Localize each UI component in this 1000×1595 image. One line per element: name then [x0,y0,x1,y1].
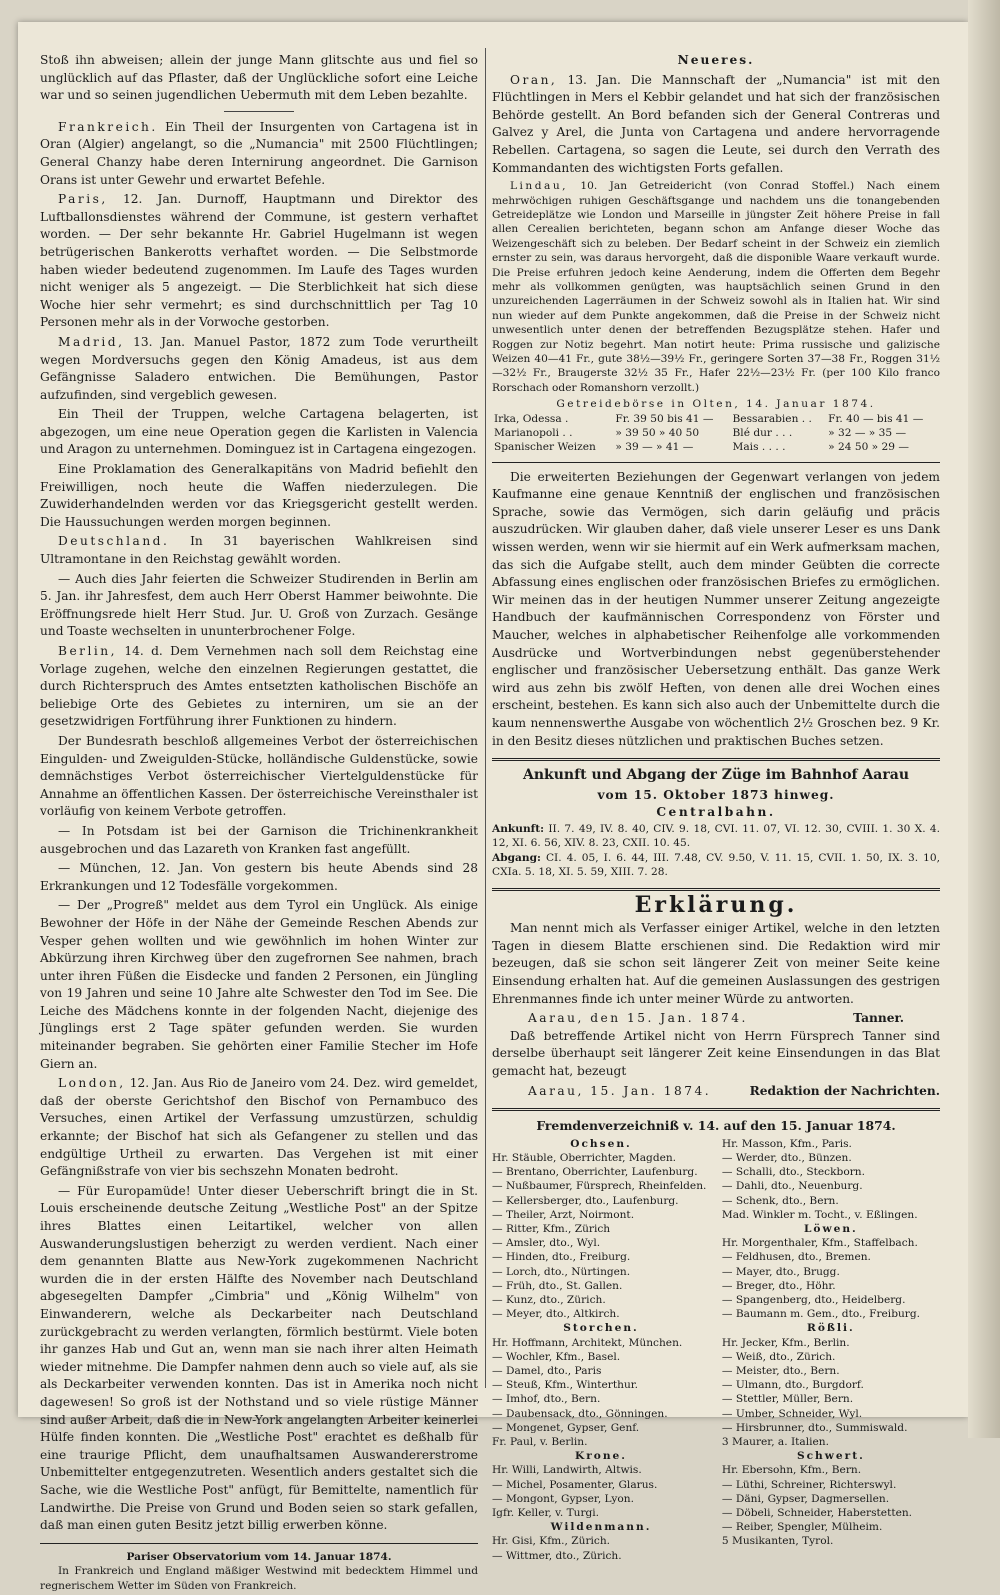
grain-price-cell: » 39 50 » 40 50 [615,426,700,439]
grain-price-cell: Fr. 40 — bis 41 — [828,412,924,425]
hotel-name: Löwen. [803,1222,858,1235]
left-column [40,52,478,1595]
hotel-name: Krone. [575,1450,627,1463]
grain-price-cell: » 24 50 » 29 — [828,440,909,453]
erklaerung-text-2: Daß betreffende Artikel nicht von Herrn Fürsprech Tanner sind derselbe überhaupt seit längerer Zeit keine Einsendungen in das Blat gemacht hat, bezeugt [492,1028,940,1078]
train-schedule-sub: vom 15. Oktober 1873 hinweg. [597,787,835,802]
article-berlin: Berlin, 14. d. Dem Vernehmen nach soll dem Reichstag eine Vorlage zugehen, welche den einzelnen Regierungen gestattet, die durch Richterspruch des Amtes entsetzten katholischen Bischöfe an beliebige Orte des Gebietes zu interniren, um sie an der gesetzwidrigen Fortführung ihrer Funktionen zu hindern. [40,644,478,729]
grain-price-cell: Irka, Odessa . [494,412,569,425]
hotel-name: Ochsen. [570,1137,632,1150]
guest-entry: — Steuß, Kfm., Winterthur. [492,1379,639,1392]
article-frankreich: Frankreich. Ein Theil der Insurgenten von Cartagena ist in Oran (Algier) angelangt, so die „Numancia" mit 2500 Flüchtlingen; General Chanzy habe deren Internirung angeordnet. Die Garnison Orans ist unter Gewehr und erwartet Befehle. [40,119,478,187]
article-handbuch: Die erweiterten Beziehungen der Gegenwart verlangen von jedem Kaufmanne eine genaue Kenntniß der englischen und französischen Sprache, sowie das Vermögen, sich darin geläufig und präcis auszudrücken. Wir glauben daher, daß viele unserer Leser es uns Dank wissen werden, wenn wir sie hiermit auf ein Werk aufmerksam machen, das sich die Aufgabe stellt, auch dem minder Geübten die correcte Abfassung eines englischen oder französischen Briefes zu ermöglichen. Wir meinen das in der heutigen Nummer unserer Zeitung angezeigte Handbuch der kaufmännischen Correspondenz von Förster und Maucher, welches in alphabetischer Reihenfolge alle vorkommenden Ausdrücke und Wortverbindungen nebst gegenüberstehender englischer und französischer Uebersetzung enthält. Das ganze Werk wird aus zehn bis zwölf Heften, von denen alle drei Wochen eines erscheint, bestehen. Es kann sich also auch der Unbemittelte durch die kaum nennenswerthe Ausgabe von wöchentlich 2½ Groschen bez. 9 Kr. in den Besitz dieses nützlichen und praktischen Buches setzen. [492,469,940,748]
grain-price-cell: Spanischer Weizen [494,440,596,453]
train-schedule-line: Centralbahn. [656,805,776,820]
guest-entry: Fr. Paul, v. Berlin. [492,1435,588,1448]
guest-entry: — Spangenberg, dto., Heidelberg. [721,1293,906,1306]
erklaerung-text: Man nennt mich als Verfasser einiger Artikel, welche in den letzten Tagen in diesem Blatte erschienen sind. Die Redaktion wird mir bezeugen, daß sie schon seit längerer Zeit von meiner Seite keine Einsendung erhalten hat. Auf die gemeinen Auslassungen des gestrigen Ehrenmannes finde ich unter meiner Würde zu antworten. [492,921,940,1006]
guest-entry: — Umber, Schneider, Wyl. [721,1407,863,1420]
article-paris: Paris, 12. Jan. Durnoff, Hauptmann und Direktor des Luftballonsdienstes während der Commune, ist gestern verhaftet worden. — Der sehr bekannte Hr. Gabriel Hugelmann ist wegen betrügerischen Bankerotts verhaftet worden. — Die Selbstmorde haben wieder bedeutend zugenommen. Im Laufe des Tages wurden nicht weniger als 5 angezeigt. — Die Sterblichkeit hat sich diese Woche hier sehr vermehrt; es sind durchschnittlich per Tag 10 Personen mehr als in der Vorwoche gestorben. [40,192,479,330]
train-schedule-title: Ankunft und Abgang der Züge im Bahnhof Aarau [523,767,909,784]
separator [492,888,940,891]
guest-entry: — Wochler, Kfm., Basel. [492,1350,621,1363]
guest-entry: — Schenk, dto., Bern. [721,1194,839,1207]
guest-entry: — Mongont, Gypser, Lyon. [492,1492,634,1505]
guest-entry: Hr. Hoffmann, Architekt, München. [492,1336,683,1349]
guest-entry: Hr. Morgenthaler, Kfm., Staffelbach. [721,1237,918,1250]
column-divider [485,48,486,1388]
article-lindau: Lindau, 10. Jan Getreidericht (von Conrad Stoffel.) Nach einem mehrwöchigen ruhigen Geschäftsgange und nachdem uns die tonangebenden Getreideplätze wie London und Marseille in jüngster Zeit höhere Preise in fall allen Cerealien berichteten, begann schon am Anfange dieser Woche das Weizengeschäft sich zu beleben. Der Bedarf scheint in der Schweiz ein ziemlich ernster zu sein, was daraus hervorgeht, daß die disponible Waare verkauft wurde. Die Preise erfuhren jedoch keine Aenderung, indem die Offerten dem Begehr mehr als vollkommen genügten, was hauptsächlich seinen Grund in den unzureichenden Lagerräumen in der Schweiz sowohl als in Italien hat. Wir sind nun wieder auf dem Punkte angekommen, daß die Preise in der Schweiz nicht unwesentlich unter denen der betreffenden Bezugsplätze stehen. Hafer und Roggen zur Notiz begehrt. Man notirt heute: Prima russische und galizische Weizen 40—41 Fr., gute 38½—39½ Fr., geringere Sorten 37—38 Fr., Roggen 31½—32½ Fr., Braugerste 32½ 35 Fr., Hafer 22½—23½ Fr. (per 100 Kilo franco Rorschach oder Romanshorn verzollt.) [492,180,940,394]
guest-entry: — Brentano, Oberrichter, Laufenburg. [492,1166,698,1179]
dateline: Lindau, [510,180,569,193]
guest-entry: — Wittmer, dto., Zürich. [492,1549,622,1562]
guest-entry: — Ulmann, dto., Burgdorf. [721,1379,864,1392]
guest-entry: 5 Musikanten, Tyrol. [721,1535,834,1548]
guest-entry: — Feldhusen, dto., Bremen. [721,1251,871,1264]
dateline: Frankreich. [58,119,158,134]
guest-entry: — Schalli, dto., Steckborn. [721,1166,865,1179]
article-muenchen: — München, 12. Jan. Von gestern bis heute Abends sind 28 Erkrankungen und 12 Todesfälle vorgekommen. [40,861,478,893]
guest-entry: — Meyer, dto., Altkirch. [492,1308,620,1321]
guest-entry: — Lorch, dto., Nürtingen. [492,1265,631,1278]
guest-entry: — Meister, dto., Bern. [721,1364,840,1377]
grain-price-cell: Fr. 39 50 bis 41 — [615,412,714,425]
grain-price-table [492,412,940,454]
article-europamuede: — Für Europamüde! Unter dieser Ueberschrift bringt die in St. Louis erscheinende deutsche Zeitung „Westliche Post" an der Spitze ihres Blattes einen Leitartikel, welcher von allen Auswanderungslustigen beherzigt zu werden verdient. Nach einer dem genannten Blatte aus New-York zugekommenen Nachricht wurden die in der ersten Hälfte des November nach Deutschland abgesegelten Dampfer „Cimbria" und „König Wilhelm" von Einwanderern, welche als Deckarbeiter nach Deutschland zurückgebracht zu werden verlangten, förmlich bestürmt. Viele boten ihr ganzes Hab und Gut an, wenn man sie nach ihrer alten Heimath wieder mitnehme. Die Dampfer nahmen denn auch so viele auf, als sie als Deckarbeiter verwenden konnten. Das ist in Amerika noch nicht dagewesen! So groß ist der Nothstand und so viele rüstige Männer sind außer Arbeit, daß die in New-York angelangten Arbeiter keinerlei Hülfe finden konnten. Die „Westliche Post" erachtet es deßhalb für eine traurige Pflicht, dem unaufhaltsamen Auswandererstrome Unbemittelter entgegenzutreten. Wesentlich anders gestaltet sich die Sache, wie die Westliche Post" anfügt, für Bemittelte, namentlich für Landwirthe. Die Preise von Grund und Boden seien so stark gefallen, daß man einen guten Besitz jetzt billig erwerben könne. [40,1183,478,1533]
page-edge [968,0,1000,1438]
article-continuation: Stoß ihn abweisen; allein der junge Mann glitschte aus und fiel so unglücklich auf das Pflaster, daß der Unglückliche sofort eine Leiche war und so seinen jugendlichen Uebermuth mit dem Leben bezahlte. [40,53,478,103]
grain-price-cell: » 39 — » 41 — [615,440,694,453]
article-madrid: Madrid, 13. Jan. Manuel Pastor, 1872 zum Tode verurtheilt wegen Mordversuchs gegen den König Amadeus, ist aus dem Gefängnisse Saladero entwichen. Die Bemühungen, Pastor aufzufinden, sind vergeblich gewesen. [40,334,479,402]
hotel-name: Rößli. [807,1322,855,1335]
dateline: London, [58,1076,126,1091]
guest-entry: Hr. Jecker, Kfm., Berlin. [721,1336,850,1349]
guest-entry: Igfr. Keller, v. Turgi. [492,1506,600,1519]
separator [40,1543,478,1544]
guest-entry: Hr. Masson, Kfm., Paris. [721,1137,852,1150]
guest-entry: — Früh, dto., St. Gallen. [492,1279,623,1292]
guest-entry: Mad. Winkler m. Tocht., v. Eßlingen. [721,1208,918,1221]
guest-list-left [492,1137,710,1563]
guest-entry: — Michel, Posamenter, Glarus. [492,1478,658,1491]
newspaper-page [18,22,968,1592]
guest-entry: — Kunz, dto., Zürich. [492,1293,606,1306]
guest-entry: — Imhof, dto., Bern. [492,1393,601,1406]
guest-entry: — Kellersberger, dto., Laufenburg. [492,1194,679,1207]
article-madrid-3: Eine Proklamation des Generalkapitäns von Madrid befiehlt den Freiwilligen, noch heute die Waffen niederzulegen. Die Zuwiderhandelnden werden vor das Kriegsgericht gestellt werden. Die Haussuchungen werden morgen beginnen. [40,462,478,529]
grain-price-row [492,412,940,426]
article-madrid-2: Ein Theil der Truppen, welche Cartagena belagerten, ist abgezogen, um eine neue Operation gegen die Karlisten in Valencia und Aragon zu unternehmen. Dominguez ist in Cartagena eingezogen. [40,407,478,457]
guest-entry: — Reiber, Spengler, Mülheim. [721,1521,883,1534]
erklaerung-signature-2: Aarau, 15. Jan. 1874. Redaktion der Nachrichten. [528,1083,940,1098]
departures: Abgang: CI. 4. 05, I. 6. 44, III. 7.48, CV. 9.50, V. 11. 15, CVII. 1. 50, IX. 3. 10, CXIa. 5. 18, XI. 5. 59, XIII. 7. 28. [492,851,940,879]
guest-entry: — Lüthi, Schreiner, Richterswyl. [721,1478,897,1491]
article-berlin-students: — Auch dies Jahr feierten die Schweizer Studirenden in Berlin am 5. Jan. ihr Jahresfest, dem auch Herr Oberst Hammer beiwohnte. Die Eröffnungsrede hielt Herr Stud. Jur. U. Groß von Zurzach. Gesänge und Toaste wechselten in ununterbrochener Folge. [40,571,478,639]
observatory-text: In Frankreich und England mäßiger Westwind mit bedecktem Himmel und regnerischem Wetter im Süden von Frankreich. [40,1565,478,1592]
grain-price-cell: Mais . . . . [732,440,786,453]
grain-price-row [492,440,940,454]
guest-entry: Hr. Willi, Landwirth, Altwis. [492,1464,642,1477]
guest-entry: — Hirsbrunner, dto., Summiswald. [721,1421,908,1434]
dateline: Deutschland. [58,534,170,549]
article-potsdam: — In Potsdam ist bei der Garnison die Trichinenkrankheit ausgebrochen und das Lazareth von Kranken fast angefüllt. [40,823,478,856]
article-progress: — Der „Progreß" meldet aus dem Tyrol ein Unglück. Als einige Bewohner der Höfe in der Nähe der Gemeinde Reschen Abends zur Vesper gehen wollten und wie gewöhnlich im hohen Winter zur Abkürzung ihren Kirchweg über den zugefrornen See nahmen, brach unter ihren Füßen die Eisdecke und fanden 2 Personen, ein Jüngling von 19 Jahren und seine 10 Jahre alte Schwester den Tod im See. Die Leiche des Mädchens konnte in der folgenden Nacht, diejenige des Jünglings erst 2 Tage später gefunden werden. Sie wurden miteinander begraben. Sie gehörten einer Familie Stecher im Hofe Giern an. [40,898,478,1071]
hotel-name: Storchen. [563,1322,639,1335]
boerse-title: Getreidebörse in Olten, 14. Januar 1874. [556,398,876,411]
dateline: Berlin, [58,644,118,658]
guest-entry: — Hinden, dto., Freiburg. [492,1251,631,1264]
hotel-name: Schwert. [796,1450,865,1463]
guest-entry: Hr. Ebersohn, Kfm., Bern. [721,1464,862,1477]
grain-price-cell: Marianopoli . . [494,426,573,439]
guest-entry: — Breger, dto., Höhr. [721,1279,836,1292]
grain-price-cell: Blé dur . . . [732,426,793,439]
fremden-title: Fremdenverzeichniß v. 14. auf den 15. Januar 1874. [536,1118,896,1134]
grain-price-cell: » 32 — » 35 — [828,426,907,439]
guest-list-right [722,1137,940,1549]
guest-entry: — Stettler, Müller, Bern. [721,1393,854,1406]
separator [224,111,294,112]
article-bundesrath: Der Bundesrath beschloß allgemeines Verbot der österreichischen Eingulden- und Zweigulden-Stücke, holländische Guldenstücke, sowie demnächstiges Verbot österreichischer Viertelguldenstücke für Annahme an öffentlichen Kassen. Der österreichische Vereinsthaler ist vorläufig von keinem Verbote getroffen. [40,733,478,819]
guest-entry: — Nußbaumer, Fürsprech, Rheinfelden. [492,1180,707,1193]
erklaerung-signature: Aarau, den 15. Jan. 1874. Tanner. [528,1011,904,1026]
guest-entry: — Dahli, dto., Neuenburg. [721,1180,863,1193]
separator [492,462,940,463]
article-deutschland: Deutschland. In 31 bayerischen Wahlkreisen sind Ultramontane in den Reichstag gewählt worden. [40,534,478,567]
dateline: Madrid, [58,334,125,349]
guest-entry: Hr. Gisi, Kfm., Zürich. [492,1535,611,1548]
erklaerung-heading: Erklärung. [634,891,798,918]
guest-entry: — Weiß, dto., Zürich. [721,1350,836,1363]
article-oran: Oran, 13. Jan. Die Mannschaft der „Numancia" ist mit den Flüchtlingen in Mers el Kebbir gelandet und hat sich der französischen Behörde gestellt. An Bord befanden sich der General Contreras und Galvez y Arel, die Junta von Cartagena und andere hervorragende Rebellen. Cartagena, so sagen die Leute, sei durch den Verrath des Kommandanten des wichtigsten Forts gefallen. [492,72,941,175]
guest-entry: Hr. Stäuble, Oberrichter, Magden. [492,1151,677,1164]
guest-list [492,1137,940,1563]
article-london: London, 12. Jan. Aus Rio de Janeiro vom 24. Dez. wird gemeldet, daß der oberste Gerichtshof den Bischof von Pernambuco des Versuches, einen Artikel der Verfassung umzustürzen, schuldig erkannte; der Bischof hat sich als Gefangener zu stellen und das endgültige Urtheil zu erwarten. Das Vergehen ist mit einer Gefängnißstrafe von vier bis sechszehn Monaten bedroht. [40,1076,478,1179]
guest-entry: — Werder, dto., Bünzen. [721,1151,852,1164]
guest-entry: — Theiler, Arzt, Noirmont. [492,1208,635,1221]
guest-entry: 3 Maurer, a. Italien. [721,1435,829,1448]
guest-entry: — Ritter, Kfm., Zürich [492,1222,611,1235]
grain-price-cell: Bessarabien . . [732,412,812,425]
guest-entry: — Amsler, dto., Wyl. [492,1237,601,1250]
neueres-heading: Neueres. [677,53,755,67]
guest-entry: — Däni, Gypser, Dagmersellen. [721,1492,890,1505]
guest-entry: — Mongenet, Gypser, Genf. [492,1421,640,1434]
guest-entry: — Mayer, dto., Brugg. [721,1265,840,1278]
observatory-notice [40,1550,478,1593]
dateline: Paris, [58,192,108,207]
grain-price-row [492,426,940,440]
observatory-title: Pariser Observatorium vom 14. Januar 1874. [126,1550,392,1563]
dateline: Oran, [510,72,558,87]
train-times [492,822,940,880]
grain-report [492,179,940,454]
hotel-name: Wildenmann. [550,1521,652,1534]
right-column [492,52,940,1563]
guest-entry: — Döbeli, Schneider, Haberstetten. [721,1506,913,1519]
guest-entry: — Damel, dto., Paris [492,1364,602,1377]
separator [492,758,940,761]
guest-entry: — Daubensack, dto., Gönningen. [492,1407,668,1420]
arrivals: Ankunft: II. 7. 49, IV. 8. 40, CIV. 9. 18, CVI. 11. 07, VI. 12. 30, CVIII. 1. 30 X. 4. 12, XI. 6. 56, XIV. 8. 23, CXII. 10. 45. [492,822,940,850]
guest-entry: — Baumann m. Gem., dto., Freiburg. [721,1308,921,1321]
separator [492,1108,940,1111]
